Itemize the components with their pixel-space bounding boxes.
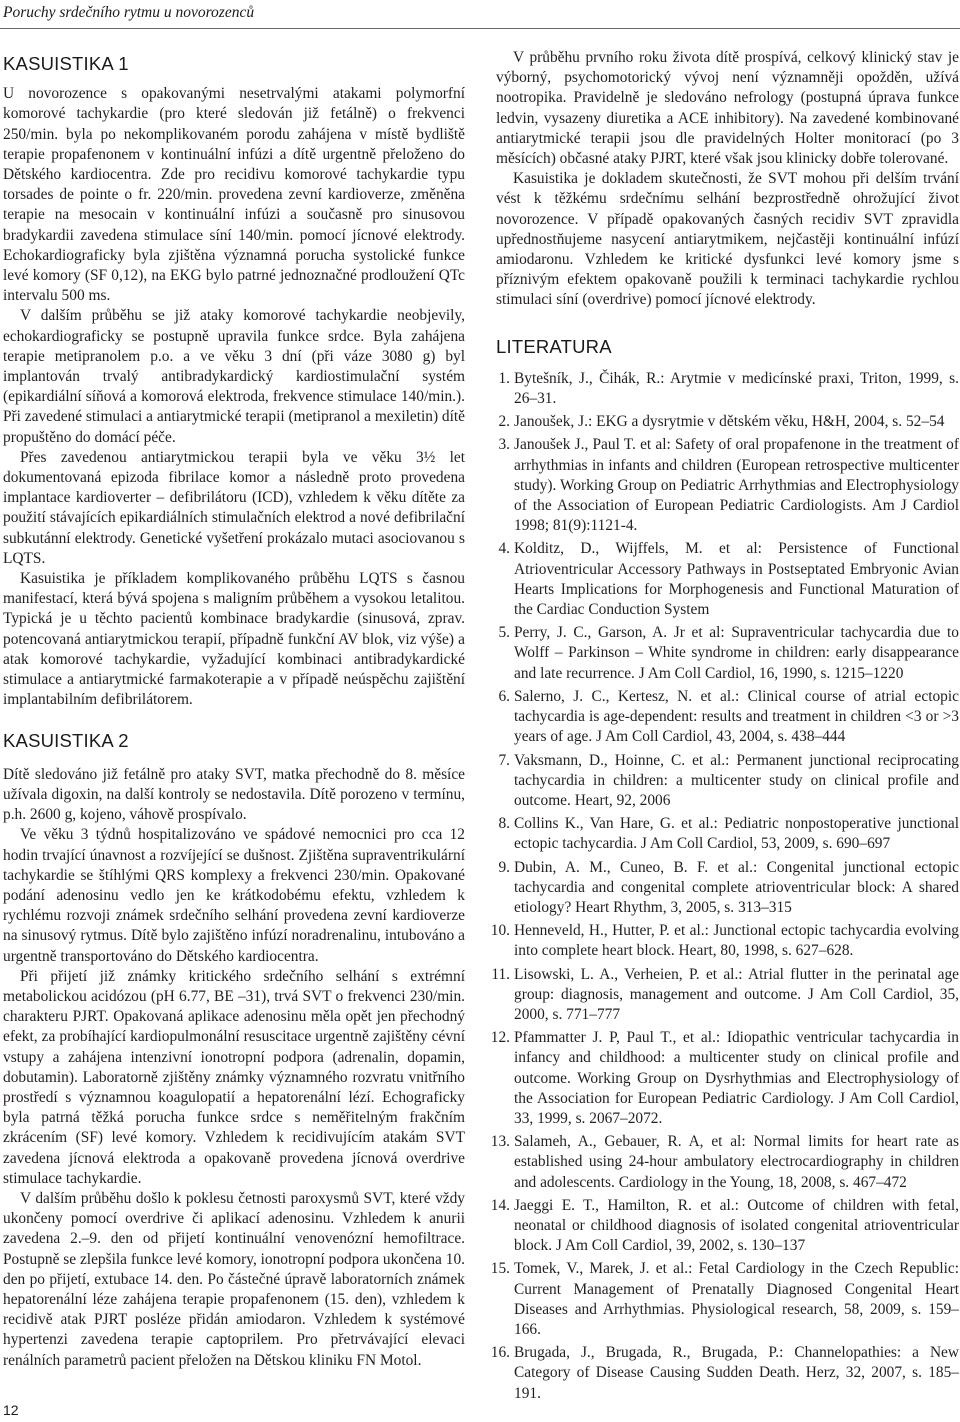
reference-item <box>491 965 959 1026</box>
reference-item <box>496 369 959 409</box>
case2-heading: KASUISTIKA 2 <box>3 729 129 751</box>
reference-item <box>490 1343 959 1404</box>
case2-paragraph: V dalším průběhu došlo k poklesu četnosti paroxysmů SVT, které vždy ukončeny pomocí overdrive či aplikací adenosinu. Vzhledem k anurii zavedena 2.–9. den od přijetí kontinuální venovenózní hemofiltrace. Postupně se zlepšila funkce levé komory, ionotropní podpora ukončena 10. den po přijetí, extubace 14. den. Po částečné úpravě laboratorních známek hepatorenální léze zahájena terapie propafenonem (15. den), vzhledem k recidivě atak PJRT posléze přidán amiodaron. Vzhledem k systémové hypertenzi zavedena terapie captoprilem. Pro přetrvávající elevaci renálních parametrů pacient přeložen na Dětskou kliniku FN Motol. <box>3 1189 465 1369</box>
case2-paragraph: Ve věku 3 týdnů hospitalizováno ve spádové nemocnici pro cca 12 hodin trvající únavnost a rozvíjející se dušnost. Zjištěna supraventrikulární tachykardie se štíhlými QRS komplexy a frekvenci 230/min. Opakované podání adenosinu vedlo jen ke krátkodobému efektu, vzhledem k rychlému rozvoji známek srdečního selhání provedena zevní kardioverze na sinusový rytmus. Dítě bylo zajištěno infúzí noradrenalinu, intubováno a urgentně transportováno do Dětského kardiocentra. <box>3 826 465 965</box>
left-column <box>3 48 465 1371</box>
case1-paragraph: Přes zavedenou antiarytmickou terapii byla ve věku 3½ let dokumentovaná epizoda fibrilace komor a následně proto provedena implantace kardioverter – defibrilátoru (ICD), vzhledem k věku dítěte za použití stávajících epikardiálních stimulačních elektrod a nové defibrilační subkutánní elektrody. Genetické vyšetření prokázalo mutaci asociovanou s LQTS. <box>3 448 465 567</box>
reference-text: Tomek, V., Marek, J. et al.: Fetal Cardiology in the Czech Republic: Current Management of Prenatally Diagnosed Congenital Heart Diseases and Arrhythmias. Physiological research, 58, 2009, s. 159–166. <box>514 1260 959 1338</box>
page-number: 12 <box>3 1402 19 1418</box>
reference-list <box>490 369 959 1404</box>
reference-item <box>490 1259 959 1340</box>
case2-paragraph: Dítě sledováno již fetálně pro ataky SVT, matka přechodně do 8. měsíce užívala digoxin, na další kontroly se nedostavila. Dítě porozeno v termínu, p.h. 2600 g, kojeno, váhově prospívalo. <box>3 765 465 824</box>
reference-item <box>490 1028 959 1129</box>
reference-text: Salameh, A., Gebauer, R. A, et al: Normal limits for heart rate as established using 24-hour ambulatory electrocardiography in children and adolescents. Cardiology in the Young, 18, 2008, s. 467–472 <box>514 1133 959 1191</box>
reference-item <box>496 539 959 620</box>
reference-text: Salerno, J. C., Kertesz, N. et al.: Clinical course of atrial ectopic tachycardia is age-dependent: results and treatment in children <3 or >3 years of age. J Am Coll Cardiol, 43, 2004, s. 438–444 <box>514 687 959 746</box>
reference-text: Janoušek J., Paul T. et al: Safety of oral propafenone in the treatment of arrhythmias in infants and children (European retrospective multicenter study). Working Group on Pediatric Arrhythmias and Electrophysiology of the Association of European Pediatric Cardiologists. Am J Cardiol 1998; 81(9):1121-4. <box>514 436 959 535</box>
reference-number: 5. <box>498 624 510 642</box>
case1-paragraph: U novorozence s opakovanými nesetrvalými atakami polymorfní komorové tachykardie (pro které sledován již fetálně) o frekvenci 250/min. byla po nekomplikovaném porodu zahájena v místě bydliště terapie propafenonem v kontinuální infúzi a dítě urgentně přeloženo do Dětského kardiocentra. Zde pro recidivu komorové tachykardie typu torsades de pointe o fr. 220/min. provedena zevní kardioverze, změněna terapie na mesocain v kontinuální infúzi a současně pro sinusovou bradykardii zavedena stimulace síní 140/min. pomocí jícnové elektrody. Echokardiograficky byla zjištěna významná porucha systolické funkce levé komory (SF 0,12), na EKG bylo patrné jednoznačné prodloužení QTc intervalu 500 ms. <box>3 85 465 305</box>
body-paragraph: V průběhu prvního roku života dítě prospívá, celkový klinický stav je výborný, psychomotorický vývoj není významněji opožděn, užívá nootropika. Pravidelně je sledováno nefrology (postupná úprava funkce ledvin, vysazeny diuretika a ACE inhibitory). Na zavedené kombinované antiarytmické terapii jsou dle pravidelných Holter monitorací (po 3 měsících) občasné ataky PJRT, které však jsou klinicky dobře tolerované. <box>496 49 959 168</box>
reference-text: Janoušek, J.: EKG a dysrytmie v dětském věku, H&H, 2004, s. 52–54 <box>514 413 945 431</box>
reference-text: Perry, J. C., Garson, A. Jr et al: Supraventricular tachycardia due to Wolff – Parkinson – White syndrome in children: early disappearance and late recurrence. J Am Coll Cardiol, 16, 1990, s. 1215–1220 <box>514 624 959 682</box>
reference-number: 9. <box>498 858 510 876</box>
reference-item <box>496 623 959 684</box>
case1-heading: KASUISTIKA 1 <box>3 53 129 74</box>
reference-text: Kolditz, D., Wijffels, M. et al: Persistence of Functional Atrioventricular Accessory Pathways in Postseptated Embryonic Avian Hearts Implications for Morphogenesis and Functional Maturation of the Cardiac Conduction System <box>514 540 959 619</box>
reference-number: 14. <box>490 1196 510 1214</box>
reference-number: 12. <box>490 1029 510 1047</box>
running-head: Poruchy srdečního rytmu u novorozenců <box>3 4 255 21</box>
reference-text: Jaeggi E. T., Hamilton, R. et al.: Outcome of children with fetal, neonatal or childhood diagnosis of isolated congenital atrioventricular block. J Am Coll Cardiol, 39, 2002, s. 130–137 <box>514 1196 959 1255</box>
reference-text: Brugada, J., Brugada, R., Brugada, P.: Channelopathies: a New Category of Disease Causing Sudden Death. Herz, 32, 2007, s. 185–191. <box>514 1344 959 1402</box>
reference-number: 11. <box>491 965 510 983</box>
literature-heading: LITERATURA <box>496 335 612 357</box>
reference-number: 4. <box>498 540 510 558</box>
reference-number: 13. <box>490 1133 510 1151</box>
case1-paragraph: Kasuistika je příkladem komplikovaného průběhu LQTS s časnou manifestací, která bývá spojena s maligním průběhem a vysokou letalitou. Typická je u těchto pacientů kombinace bradykardie (sinusová, zprav. potencovaná antiarytmickou terapií, případně funkční AV blok, viz výše) a atak komorové tachykardie, vyžadující kombinaci antibradykardické stimulace a antiarytmické farmakoterapie a v případě neúspěchu zajištění implantabilním defibrilátorem. <box>3 570 465 709</box>
reference-number: 3. <box>498 436 510 454</box>
right-column <box>490 48 959 1407</box>
reference-item <box>496 814 959 854</box>
reference-text: Bytešník, J., Čihák, R.: Arytmie v medicínské praxi, Triton, 1999, s. 26–31. <box>514 369 959 408</box>
reference-text: Lisowski, L. A., Verheien, P. et al.: Atrial flutter in the perinatal age group: diagnosis, management and outcome. J Am Coll Cardiol, 35, 2000, s. 771–777 <box>514 965 959 1023</box>
header-rule <box>0 28 960 29</box>
reference-number: 2. <box>498 413 510 431</box>
reference-text: Henneveld, H., Hutter, P. et al.: Junctional ectopic tachycardia evolving into complete heart block. Heart, 80, 1998, s. 627–628. <box>514 922 959 960</box>
body-paragraph: Kasuistika je dokladem skutečnosti, že SVT mohou při delším trvání vést k těžkému srdečnímu selhání bezprostředně ohrožující život novorozence. V případě opakovaných časných recidiv SVT zpravidla upřednostňujeme nasycení antiarytmikem, nejčastěji kontinuální infúzí amiodaronu. Vzhledem ke kritické dysfunkci levé komory jsme s příznivým efektem opakovaně použili k terminaci tachykardie rychlou stimulaci síní (overdrive) pomocí jícnové elektrody. <box>496 170 959 309</box>
reference-item <box>496 435 959 536</box>
reference-number: 6. <box>498 687 510 705</box>
reference-number: 10. <box>490 922 510 940</box>
reference-text: Vaksmann, D., Hoinne, C. et al.: Permanent junctional reciprocating tachycardia in children: a multicenter study on clinical profile and outcome. Heart, 92, 2006 <box>514 751 959 809</box>
reference-item <box>496 687 959 748</box>
reference-number: 8. <box>498 815 510 833</box>
reference-item <box>490 921 959 961</box>
reference-number: 16. <box>490 1344 510 1362</box>
reference-number: 7. <box>498 751 510 769</box>
reference-item <box>496 412 959 432</box>
reference-text: Dubin, A. M., Cuneo, B. F. et al.: Congenital junctional ectopic tachycardia and congenital complete atrioventricular block: A shared etiology? Heart Rhythm, 3, 2005, s. 313–315 <box>514 858 959 916</box>
case1-paragraph: V dalším průběhu se již ataky komorové tachykardie neobjevily, echokardiograficky se postupně upravila funkce srdce. Byla zahájena terapie metipranolem p.o. a ve věku 3 dní (při váze 3080 g) byl implantován trvalý antibradykardický kardiostimulační systém (epikardiální síňová a komorová elektroda, frekvence stimulace 140/min.). Při zavedené stimulaci a antiarytmické terapii (metipranol a mexiletin) dítě propuštěno do domácí péče. <box>3 307 465 446</box>
case2-paragraph: Při přijetí již známky kritického srdečního selhání s extrémní metabolickou acidózou (pH 6.77, BE –31), trvá SVT o frekvenci 230/min. charakteru PJRT. Opakovaná aplikace adenosinu měla opět jen přechodný efekt, za probíhající kardiopulmonální resuscitace urgentně zajištěny cévní vstupy a zahájena intenzivní ionotropní podpora (adrenalin, dopamin, dobutamin). Laboratorně zjištěny známky významného rozvratu vnitřního prostředí s významnou koagulopatií a hepatorenální lézí. Echograficky byla patrná těžká porucha funkce srdce s neměřitelným frakčním zkrácením (SF) levé komory. Vzhledem k recidivujícím atakám SVT zavedena jícnová elektroda a opakovaně provedena jícnová overdrive stimulace tachykardie. <box>3 967 465 1187</box>
reference-item <box>496 751 959 812</box>
reference-text: Collins K., Van Hare, G. et al.: Pediatric nonpostoperative junctional ectopic tachycardia. J Am Coll Cardiol, 53, 2009, s. 690–697 <box>514 815 959 853</box>
reference-number: 1. <box>498 369 510 387</box>
reference-item <box>490 1196 959 1257</box>
reference-text: Pfammatter J. P, Paul T., et al.: Idiopathic ventricular tachycardia in infancy and childhood: a multicenter study on clinical profile and outcome. Working Group on Dysrhythmias and Electrophysiology of the Association for European Pediatric Cardiology. J Am Coll Cardiol, 33, 1999, s. 2067–2072. <box>514 1029 959 1127</box>
reference-item <box>490 1132 959 1193</box>
reference-number: 15. <box>490 1260 510 1278</box>
reference-item <box>496 858 959 919</box>
